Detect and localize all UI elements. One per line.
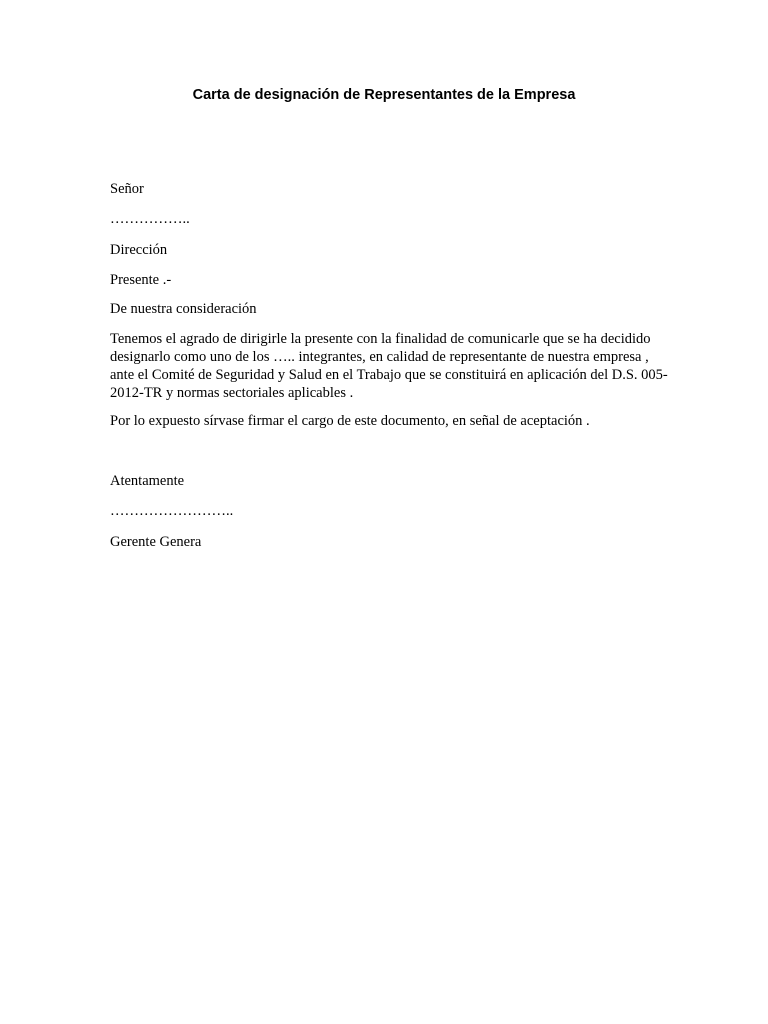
- body-line: Tenemos el agrado de dirigirle la presente con la finalidad de comunicarle que se ha decidido: [110, 331, 651, 347]
- address-label: Dirección: [110, 242, 168, 258]
- document-title: Carta de designación de Representantes de la Empresa: [192, 87, 576, 103]
- body-line: designarlo como uno de los ….. integrantes, en calidad de representante de nuestra empresa ,: [110, 349, 649, 365]
- body-line: 2012-TR y normas sectoriales aplicables .: [110, 385, 354, 401]
- signature-placeholder: ……………………..: [110, 503, 234, 519]
- presente-line: Presente .-: [110, 272, 172, 288]
- signer-title: Gerente Genera: [110, 534, 202, 550]
- salutation: Señor: [110, 181, 144, 197]
- body-paragraph: [110, 330, 670, 402]
- closing: Atentamente: [110, 473, 185, 489]
- recipient-placeholder: ……………..: [110, 211, 190, 227]
- body-line: ante el Comité de Seguridad y Salud en el Trabajo que se constituirá en aplicación del D.S. 005-: [110, 367, 668, 383]
- greeting: De nuestra consideración: [110, 301, 257, 317]
- request-line: Por lo expuesto sírvase firmar el cargo de este documento, en señal de aceptación .: [110, 413, 590, 429]
